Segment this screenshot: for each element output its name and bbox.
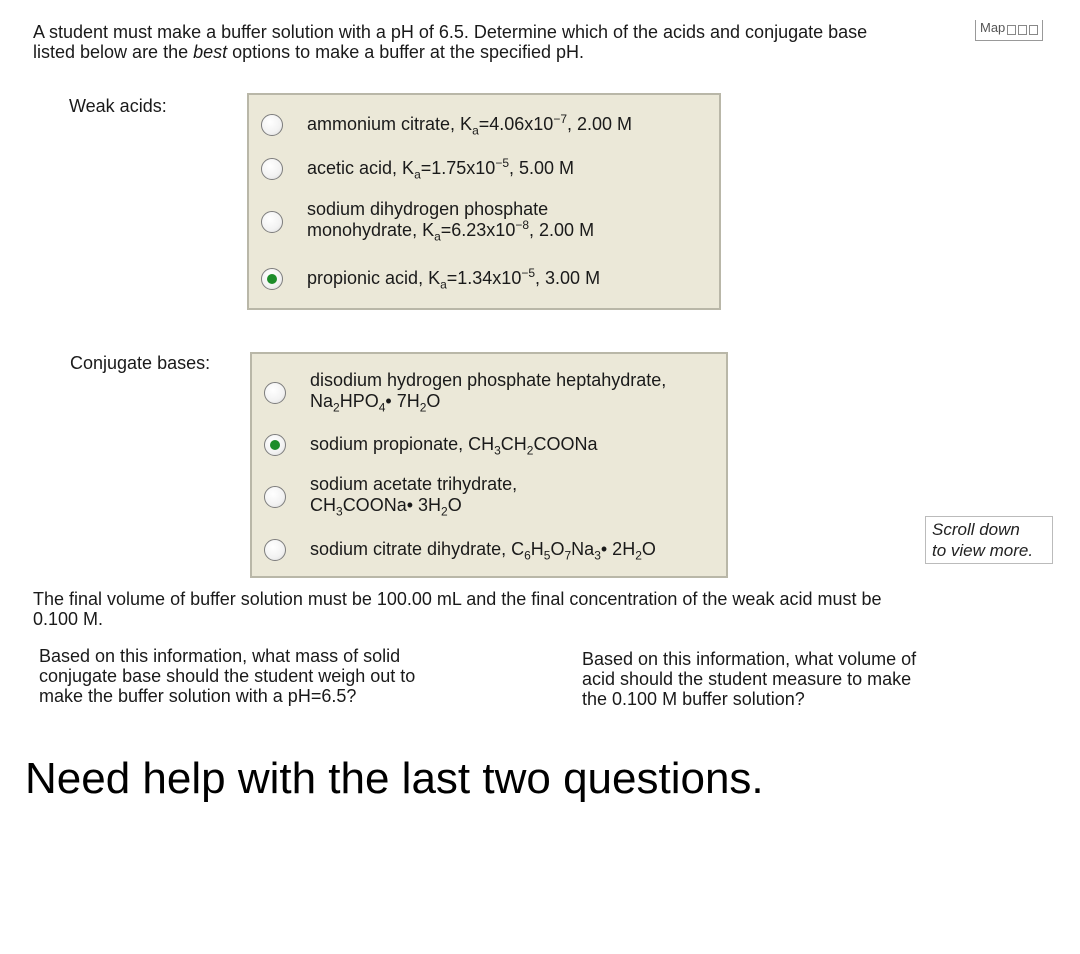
option-label: sodium acetate trihydrate, $CH_3COONa•$ $3H_2O$ xyxy=(310,474,518,519)
conjugate-bases-label: Conjugate bases: xyxy=(70,353,211,373)
option-label: ammonium citrate, $K_a=4.06x10^{-7}$, 2.00 M xyxy=(307,112,633,138)
scroll-hint-line-2: to view more. xyxy=(932,541,1034,560)
scroll-hint xyxy=(925,516,1053,564)
radio-button[interactable] xyxy=(264,382,286,404)
radio-button[interactable] xyxy=(264,486,286,508)
map-grid-icon xyxy=(1018,25,1027,35)
intro-line-1: A student must make a buffer solution with a pH of 6.5. Determine which of the acids and conjugate base xyxy=(33,22,868,42)
final-volume-text: The final volume of buffer solution must be 100.00 mL and the final concentration of the weak acid must be 0.100 M. xyxy=(33,589,882,629)
radio-button[interactable] xyxy=(264,539,286,561)
radio-button-selected[interactable] xyxy=(261,268,283,290)
option-label: disodium hydrogen phosphate heptahydrate, $Na_2HPO_4•$ $7H_2O$ xyxy=(310,370,667,415)
weak-acid-option-1[interactable] xyxy=(249,109,719,141)
map-grid-icon xyxy=(1007,25,1016,35)
radio-button[interactable] xyxy=(261,114,283,136)
option-label: sodium propionate, $CH_3CH_2COONa$ xyxy=(310,434,598,458)
weak-acid-option-2[interactable] xyxy=(249,153,719,185)
option-label: propionic acid, $K_a=1.34x10^{-5}$, 3.00 M xyxy=(307,266,601,292)
question-intro xyxy=(33,22,1033,62)
map-label: Map xyxy=(980,20,1006,35)
intro-line-2: listed below are the best options to make a buffer at the specified pH. xyxy=(33,42,585,62)
map-badge[interactable] xyxy=(975,20,1043,41)
weak-acid-option-3[interactable] xyxy=(249,197,719,247)
radio-button-selected[interactable] xyxy=(264,434,286,456)
scroll-hint-line-1: Scroll down xyxy=(932,520,1020,539)
conjugate-base-option-1[interactable] xyxy=(252,368,726,418)
conjugate-base-option-4[interactable] xyxy=(252,534,726,566)
radio-button[interactable] xyxy=(261,158,283,180)
map-grid-icon xyxy=(1029,25,1038,35)
conjugate-base-option-3[interactable] xyxy=(252,472,726,522)
option-label: sodium dihydrogen phosphate monohydrate, $K_a=6.23x10^{-8}$, 2.00 M xyxy=(307,199,595,244)
radio-button[interactable] xyxy=(261,211,283,233)
weak-acids-label: Weak acids: xyxy=(69,96,167,116)
question-mass: Based on this information, what mass of solid conjugate base should the student weigh out to make the buffer solution with a pH=6.5? xyxy=(39,646,416,706)
option-label: sodium citrate dihydrate, $C_6H_5O_7Na_3•$ $2H_2O$ xyxy=(310,539,656,563)
weak-acids-options xyxy=(247,93,721,310)
weak-acid-option-4[interactable] xyxy=(249,263,719,295)
help-request-text: Need help with the last two questions. xyxy=(25,754,764,803)
question-volume: Based on this information, what volume of acid should the student measure to make the 0.100 M buffer solution? xyxy=(582,649,917,709)
option-label: acetic acid, $K_a=1.75x10^{-5}$, 5.00 M xyxy=(307,156,575,182)
conjugate-base-option-2[interactable] xyxy=(252,429,726,461)
conjugate-bases-options xyxy=(250,352,728,578)
